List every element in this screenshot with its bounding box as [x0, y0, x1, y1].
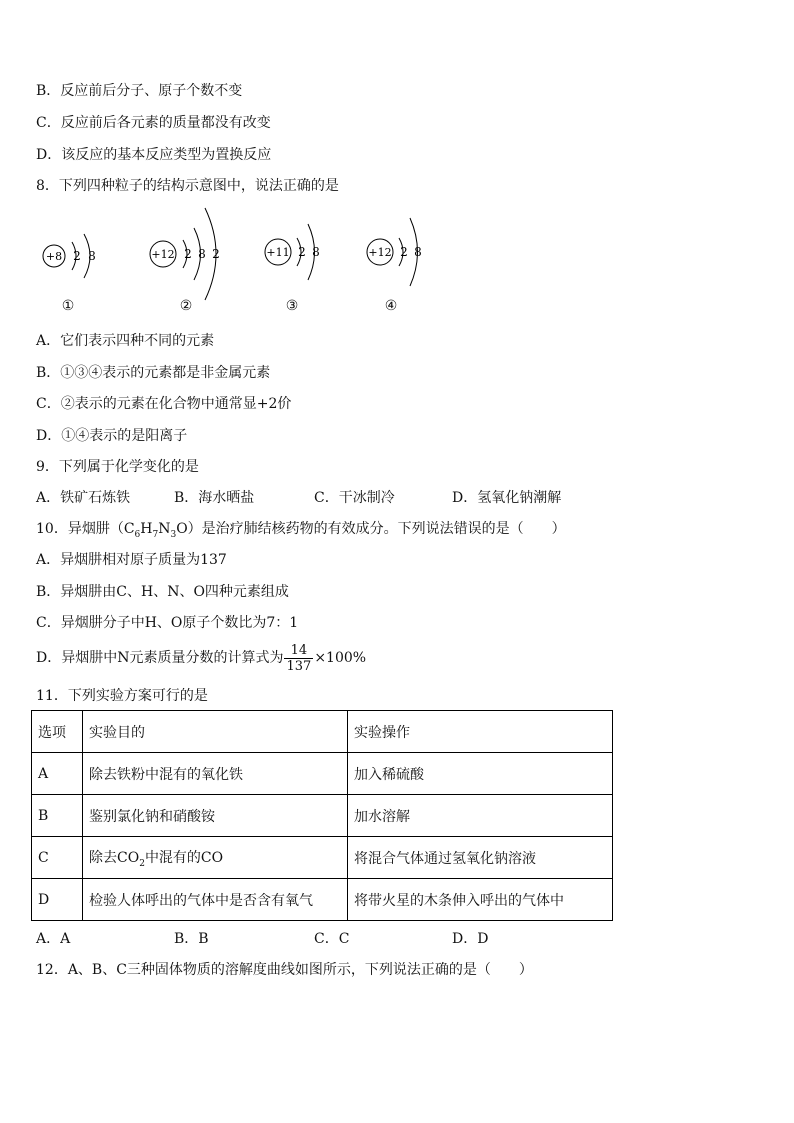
particle-2-shell-2: 8	[198, 247, 206, 261]
q12-stem: 12．A、B、C三种固体物质的溶解度曲线如图所示，下列说法正确的是（ ）	[36, 962, 533, 978]
q10-option-c: C．异烟肼分子中H、O原子个数比为7：1	[36, 615, 299, 631]
q10-option-a: A．异烟肼相对原子质量为137	[36, 552, 227, 568]
table-header-purpose: 实验目的	[83, 711, 348, 753]
table-row	[32, 837, 613, 879]
particle-3-shell-1: 2	[298, 245, 306, 259]
q8-option-b: B．①③④表示的元素都是非金属元素	[36, 365, 271, 381]
particle-2-shell-3: 2	[212, 247, 220, 261]
particle-1-shell-2: 8	[88, 249, 96, 263]
row-purpose: 除去$CO_2$中混有的CO	[83, 837, 348, 879]
particle-label-4: ④	[384, 298, 398, 314]
row-purpose: 检验人体呼出的气体中是否含有氧气	[83, 879, 348, 921]
q8-option-d: D．①④表示的是阳离子	[36, 428, 188, 444]
particle-3-shell-2: 8	[312, 245, 320, 259]
row-option: C	[32, 837, 83, 879]
q9-stem: 9．下列属于化学变化的是	[36, 459, 199, 475]
table-header-option: 选项	[32, 711, 83, 753]
particle-diagram-2	[147, 204, 237, 286]
particle-4-nucleus: +12	[368, 246, 392, 259]
particle-3-nucleus: +11	[266, 246, 290, 259]
row-operation: 将混合气体通过氢氧化钠溶液	[348, 837, 613, 879]
q11-answer-c: C．C	[314, 931, 350, 947]
row-operation: 将带火星的木条伸入呼出的气体中	[348, 879, 613, 921]
particle-diagram-1	[40, 204, 130, 286]
q11-answer-d: D．D	[452, 931, 489, 947]
q11-answer-a: A．A	[36, 931, 71, 947]
particle-2-shell-1: 2	[184, 247, 192, 261]
row-option: B	[32, 795, 83, 837]
particle-2-nucleus: +12	[151, 248, 175, 261]
particle-label-2: ②	[179, 298, 193, 314]
table-row	[32, 753, 613, 795]
q8-option-c: C．②表示的元素在化合物中通常显+2价	[36, 396, 292, 412]
particle-label-1: ①	[61, 298, 75, 314]
q9-option-c: C．干冰制冷	[314, 490, 395, 506]
q7-option-c: C．反应前后各元素的质量都没有改变	[36, 115, 271, 131]
row-option: A	[32, 753, 83, 795]
q7-option-b: B．反应前后分子、原子个数不变	[36, 83, 243, 99]
q9-option-d: D．氢氧化钠潮解	[452, 490, 562, 506]
table-header-row	[32, 711, 613, 753]
table-row	[32, 879, 613, 921]
particle-4-shell-2: 8	[414, 245, 422, 259]
table-row	[32, 795, 613, 837]
q9-option-a: A．铁矿石炼铁	[36, 490, 131, 506]
q7-option-d: D．该反应的基本反应类型为置换反应	[36, 147, 272, 163]
q8-option-a: A．它们表示四种不同的元素	[36, 333, 215, 349]
q10-stem: 10．异烟肼$(C_6H_7N_3O)$是治疗肺结核药物的有效成分。下列说法错误的是（ ）	[36, 521, 566, 540]
row-operation: 加水溶解	[348, 795, 613, 837]
q9-option-b: B．海水晒盐	[174, 490, 255, 506]
particle-label-3: ③	[285, 298, 299, 314]
q8-stem: 8．下列四种粒子的结构示意图中，说法正确的是	[36, 178, 339, 194]
row-purpose: 鉴别氯化钠和硝酸铵	[83, 795, 348, 837]
q10-option-d: D．异烟肼中N元素质量分数的计算式为 $\frac{14}{137}$ ×100%	[36, 642, 367, 674]
row-option: D	[32, 879, 83, 921]
row-purpose: 除去铁粉中混有的氧化铁	[83, 753, 348, 795]
particle-diagram-4	[364, 204, 454, 286]
q10-option-b: B．异烟肼由C、H、N、O四种元素组成	[36, 584, 289, 600]
particle-1-shell-1: 2	[73, 249, 81, 263]
table-header-operation: 实验操作	[348, 711, 613, 753]
particle-1-nucleus: +8	[45, 250, 63, 263]
q11-answer-b: B．B	[174, 931, 209, 947]
experiment-table	[31, 710, 613, 921]
particle-4-shell-1: 2	[400, 245, 408, 259]
particle-diagram-3	[262, 204, 352, 286]
row-operation: 加入稀硫酸	[348, 753, 613, 795]
mass-fraction: $\frac{14}{137}$	[286, 642, 312, 674]
q11-stem: 11．下列实验方案可行的是	[36, 688, 208, 704]
